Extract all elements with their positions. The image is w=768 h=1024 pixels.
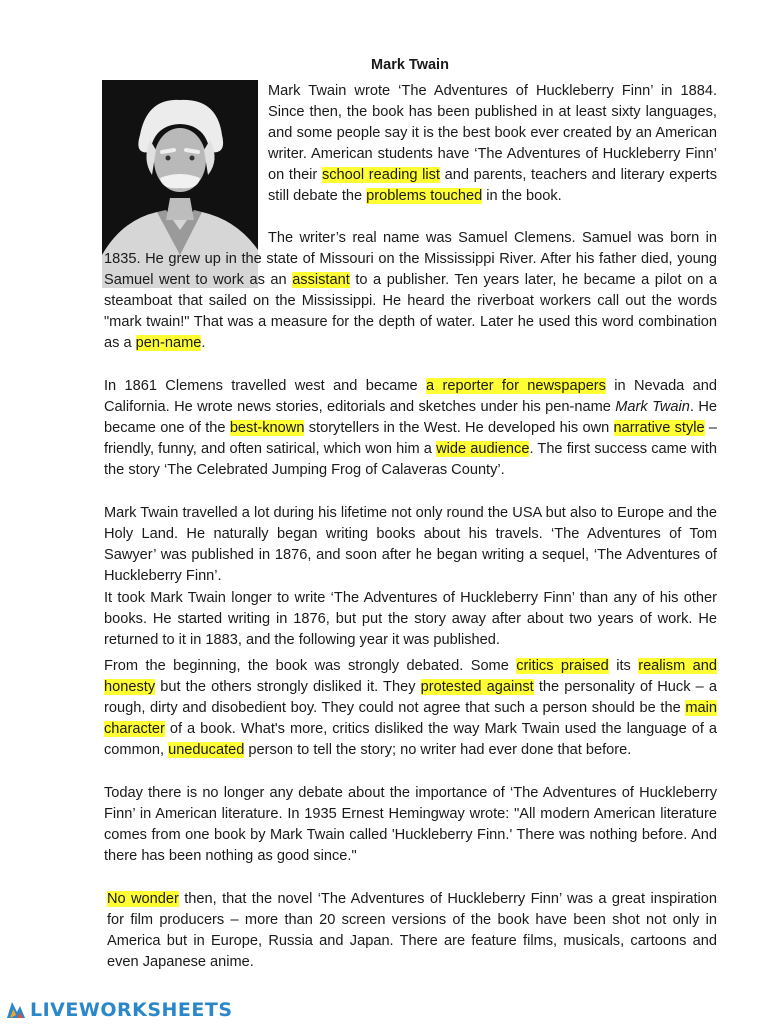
highlighted-phrase: No wonder — [107, 891, 179, 907]
paragraph-text: but the others strongly disliked it. They — [155, 679, 421, 695]
paragraph-text: person to tell the story; no writer had ever done that before. — [244, 742, 632, 758]
paragraph-text: its — [608, 658, 639, 674]
highlighted-phrase: problems touched — [366, 188, 483, 204]
paragraph-1 — [268, 81, 717, 207]
highlighted-phrase: a reporter for newspapers — [426, 378, 606, 394]
paragraph-text: . — [201, 335, 206, 351]
paragraph-text: storytellers in the West. He developed his own — [304, 420, 614, 436]
paragraph-text: to a publisher. Ten years later, he became a pilot on a steamboat that sailed on the Mississippi. He heard the riverboat workers call out the words "mark twain!" That was a measure for the depth of water. Later he used this word combination as a — [104, 272, 717, 351]
paragraph-text: and parents, teachers and literary experts still debate the — [268, 167, 717, 204]
logo-text: LIVEWORKSHEETS — [30, 999, 233, 1021]
paragraph-text: Mark Twain travelled a lot during his lifetime not only round the USA but also to Europe and the Holy Land. He naturally began writing books about his travels. ‘The Adventures of Tom Sawyer’ was published in 1876, and soon after he began writing a sequel, ‘The Adventures of Huckleberry Finn’. — [104, 505, 717, 584]
highlighted-phrase: best-known — [229, 420, 305, 436]
paragraph-4 — [104, 503, 717, 587]
paragraph-text: In 1861 Clemens travelled west and became — [104, 378, 427, 394]
highlighted-phrase: school reading list — [321, 167, 440, 183]
paragraph-text: It took Mark Twain longer to write ‘The Adventures of Huckleberry Finn’ than any of his other books. He started writing in 1876, but put the story away after about two years of work. He returned to it in 1883, and the following year it was published. — [104, 590, 717, 648]
paragraph-3 — [104, 376, 717, 481]
highlighted-phrase: assistant — [292, 272, 350, 288]
paragraph-7 — [104, 783, 717, 867]
paragraph-text: in Nevada and California. He wrote news stories, editorials and sketches under his pen-name — [104, 378, 717, 415]
paragraph-text: The writer’s real name was Samuel Clemens. Samuel was born in 1835. He grew up in the state of Missouri on the Mississippi River. After his father died, young Samuel went to work as an — [104, 230, 717, 288]
paragraph-text: Mark Twain wrote ‘The Adventures of Huckleberry Finn’ in 1884. Since then, the book has been published in at least sixty languages, and some people say it is the best book ever created by an American writer. American students have ‘The Adventures of Huckleberry Finn’ on their — [268, 83, 717, 183]
paragraph-8 — [107, 889, 717, 973]
paragraph-text: . He became one of the — [104, 399, 718, 436]
italic-pen-name: Mark Twain — [615, 399, 690, 415]
liveworksheets-logo — [4, 998, 233, 1022]
paragraph-text: – friendly, funny, and often satirical, which won him a — [104, 420, 717, 457]
highlighted-phrase: pen-name — [135, 335, 202, 351]
liveworksheets-logo-icon — [4, 998, 28, 1022]
page-title: Mark Twain — [371, 57, 449, 73]
paragraph-text: the personality of Huck – a rough, dirty and disobedient boy. They could not agree that such a person should be the — [104, 679, 718, 716]
highlighted-phrase: critics praised — [516, 658, 609, 674]
paragraph-text: Today there is no longer any debate about the importance of ‘The Adventures of Huckleberry Finn’ in American literature. In 1935 Ernest Hemingway wrote: "All modern American literature comes from one book by Mark Twain called 'Huckleberry Finn.' There was nothing before. And there has been nothing as good since." — [104, 785, 717, 864]
highlighted-phrase: uneducated — [168, 742, 245, 758]
highlighted-phrase: main character — [104, 700, 717, 737]
highlighted-phrase: narrative style — [613, 420, 705, 436]
paragraph-text: . The first success came with the story ‘The Celebrated Jumping Frog of Calaveras County’. — [104, 441, 718, 478]
paragraph-text: then, that the novel ‘The Adventures of Huckleberry Finn’ was a great inspiration for film producers – more than 20 screen versions of the book have been shot not only in America but in Europe, Russia and Japan. There are feature films, musicals, cartoons and even Japanese anime. — [107, 891, 717, 970]
paragraph-text: in the book. — [482, 188, 562, 204]
highlighted-phrase: protested against — [420, 679, 534, 695]
paragraph-6 — [104, 656, 717, 761]
highlighted-phrase: realism and honesty — [104, 658, 717, 695]
paragraph-5 — [104, 588, 717, 651]
paragraph-text: of a book. What's more, critics disliked the way Mark Twain used the language of a common, — [104, 721, 717, 758]
paragraph-2 — [104, 228, 717, 354]
paragraph-text: From the beginning, the book was strongly debated. Some — [104, 658, 517, 674]
highlighted-phrase: wide audience — [436, 441, 530, 457]
